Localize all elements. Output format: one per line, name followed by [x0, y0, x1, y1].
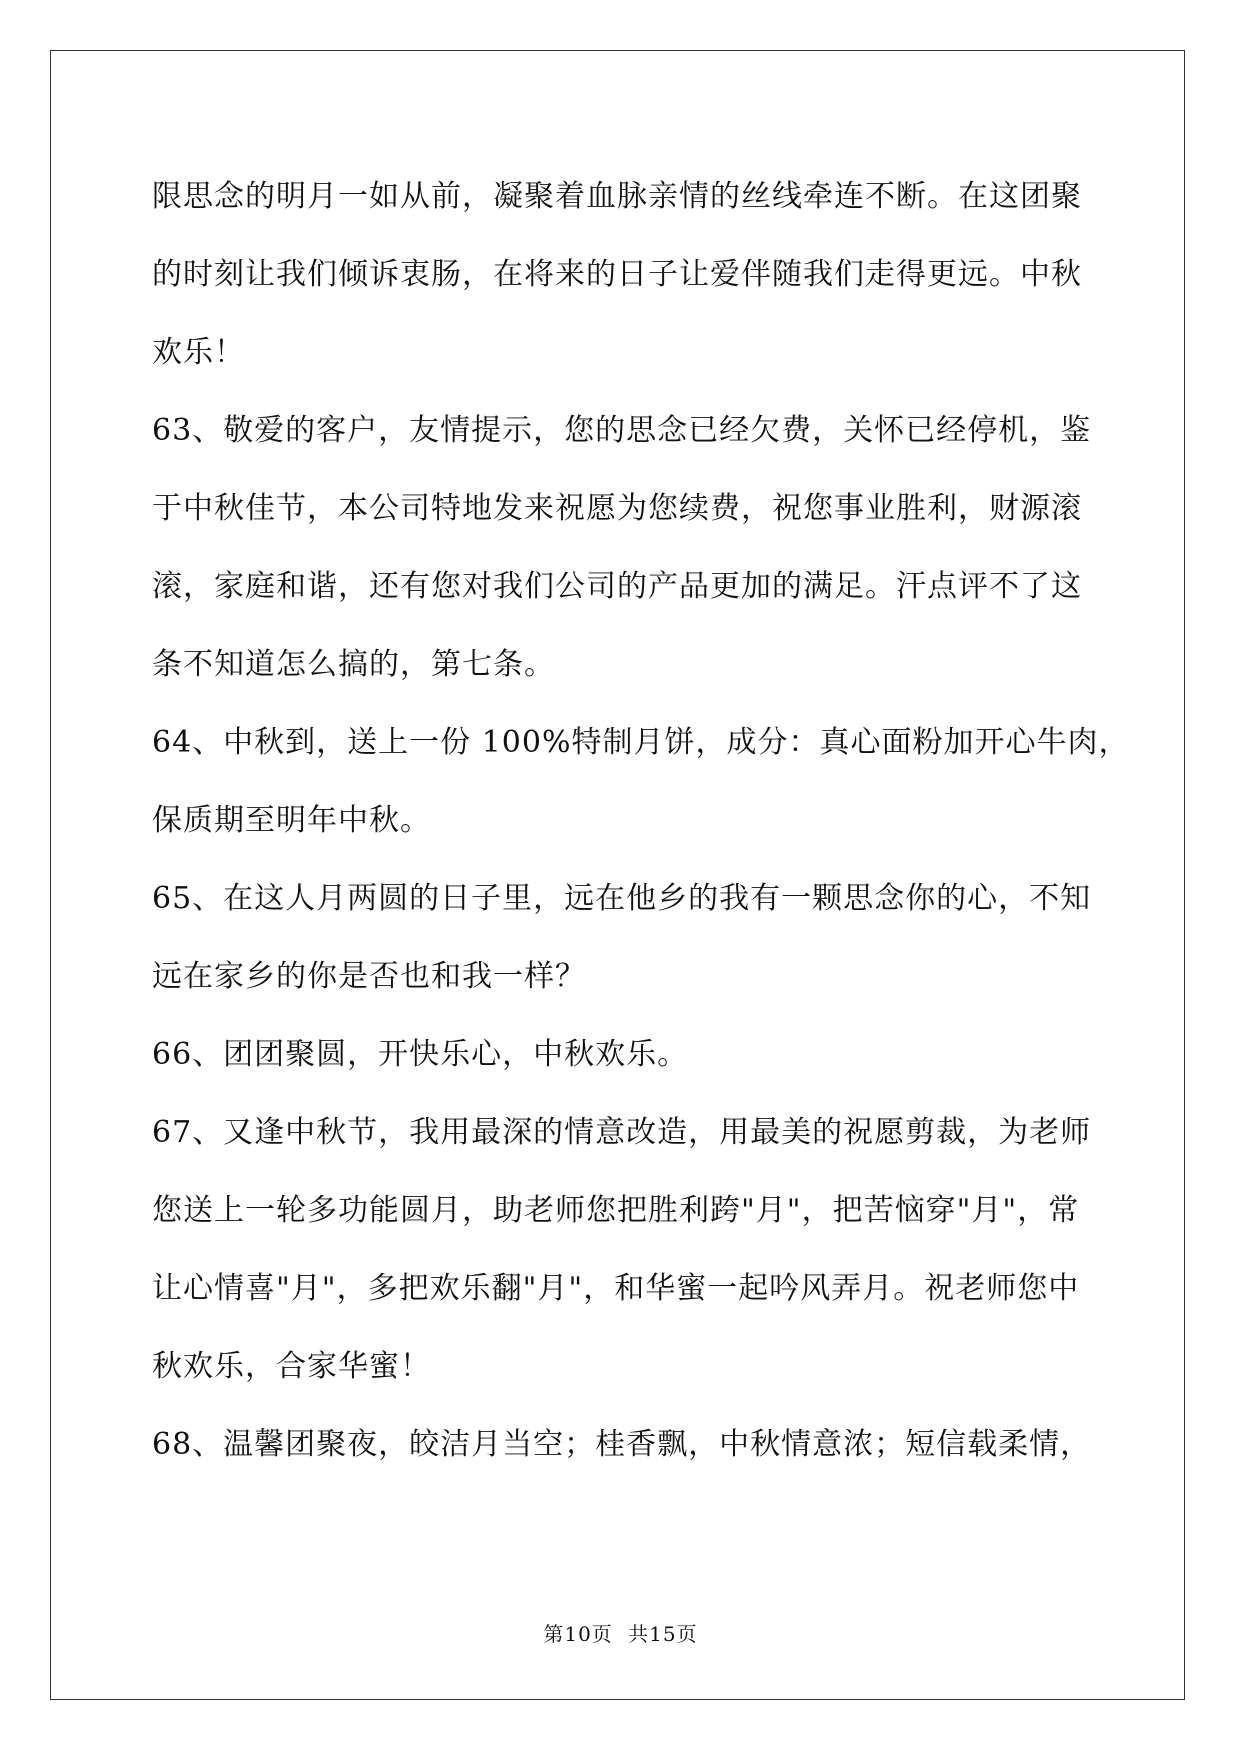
text-line: 66、团团聚圆，开快乐心，中秋欢乐。: [152, 1037, 689, 1072]
text-line: 67、又逢中秋节，我用最深的情意改造，用最美的祝愿剪裁，为老师: [152, 1115, 1092, 1150]
text-line: 欢乐！: [152, 335, 245, 370]
text-line: 于中秋佳节，本公司特地发来祝愿为您续费，祝您事业胜利，财源滚: [152, 491, 1082, 526]
text-line: 您送上一轮多功能圆月，助老师您把胜利跨"月"，把苦恼穿"月"，常: [152, 1193, 1080, 1228]
text-line: 秋欢乐，合家华蜜！: [152, 1349, 431, 1384]
document-body: [152, 158, 1130, 1484]
text-line: 滚，家庭和谐，还有您对我们公司的产品更加的满足。汗点评不了这: [152, 569, 1082, 604]
text-line: 65、在这人月两圆的日子里，远在他乡的我有一颗思念你的心，不知: [152, 881, 1092, 916]
text-line: 的时刻让我们倾诉衷肠，在将来的日子让爱伴随我们走得更远。中秋: [152, 257, 1082, 292]
total-page-count: 共15页: [628, 1622, 698, 1646]
text-line: 条不知道怎么搞的，第七条。: [152, 647, 555, 682]
page-footer: [0, 1618, 1241, 1647]
text-line: 保质期至明年中秋。: [152, 803, 431, 838]
text-line: 64、中秋到，送上一份 100%特制月饼，成分：真心面粉加开心牛肉，: [152, 725, 1130, 760]
text-line: 68、温馨团聚夜，皎洁月当空；桂香飘，中秋情意浓；短信载柔情，: [152, 1427, 1092, 1462]
text-line: 远在家乡的你是否也和我一样？: [152, 959, 586, 994]
text-line: 63、敬爱的客户，友情提示，您的思念已经欠费，关怀已经停机，鉴: [152, 413, 1092, 448]
current-page-number: 第10页: [543, 1622, 613, 1646]
text-line: 让心情喜"月"，多把欢乐翻"月"，和华蜜一起吟风弄月。祝老师您中: [152, 1271, 1080, 1306]
text-line: 限思念的明月一如从前，凝聚着血脉亲情的丝线牵连不断。在这团聚: [152, 179, 1082, 214]
